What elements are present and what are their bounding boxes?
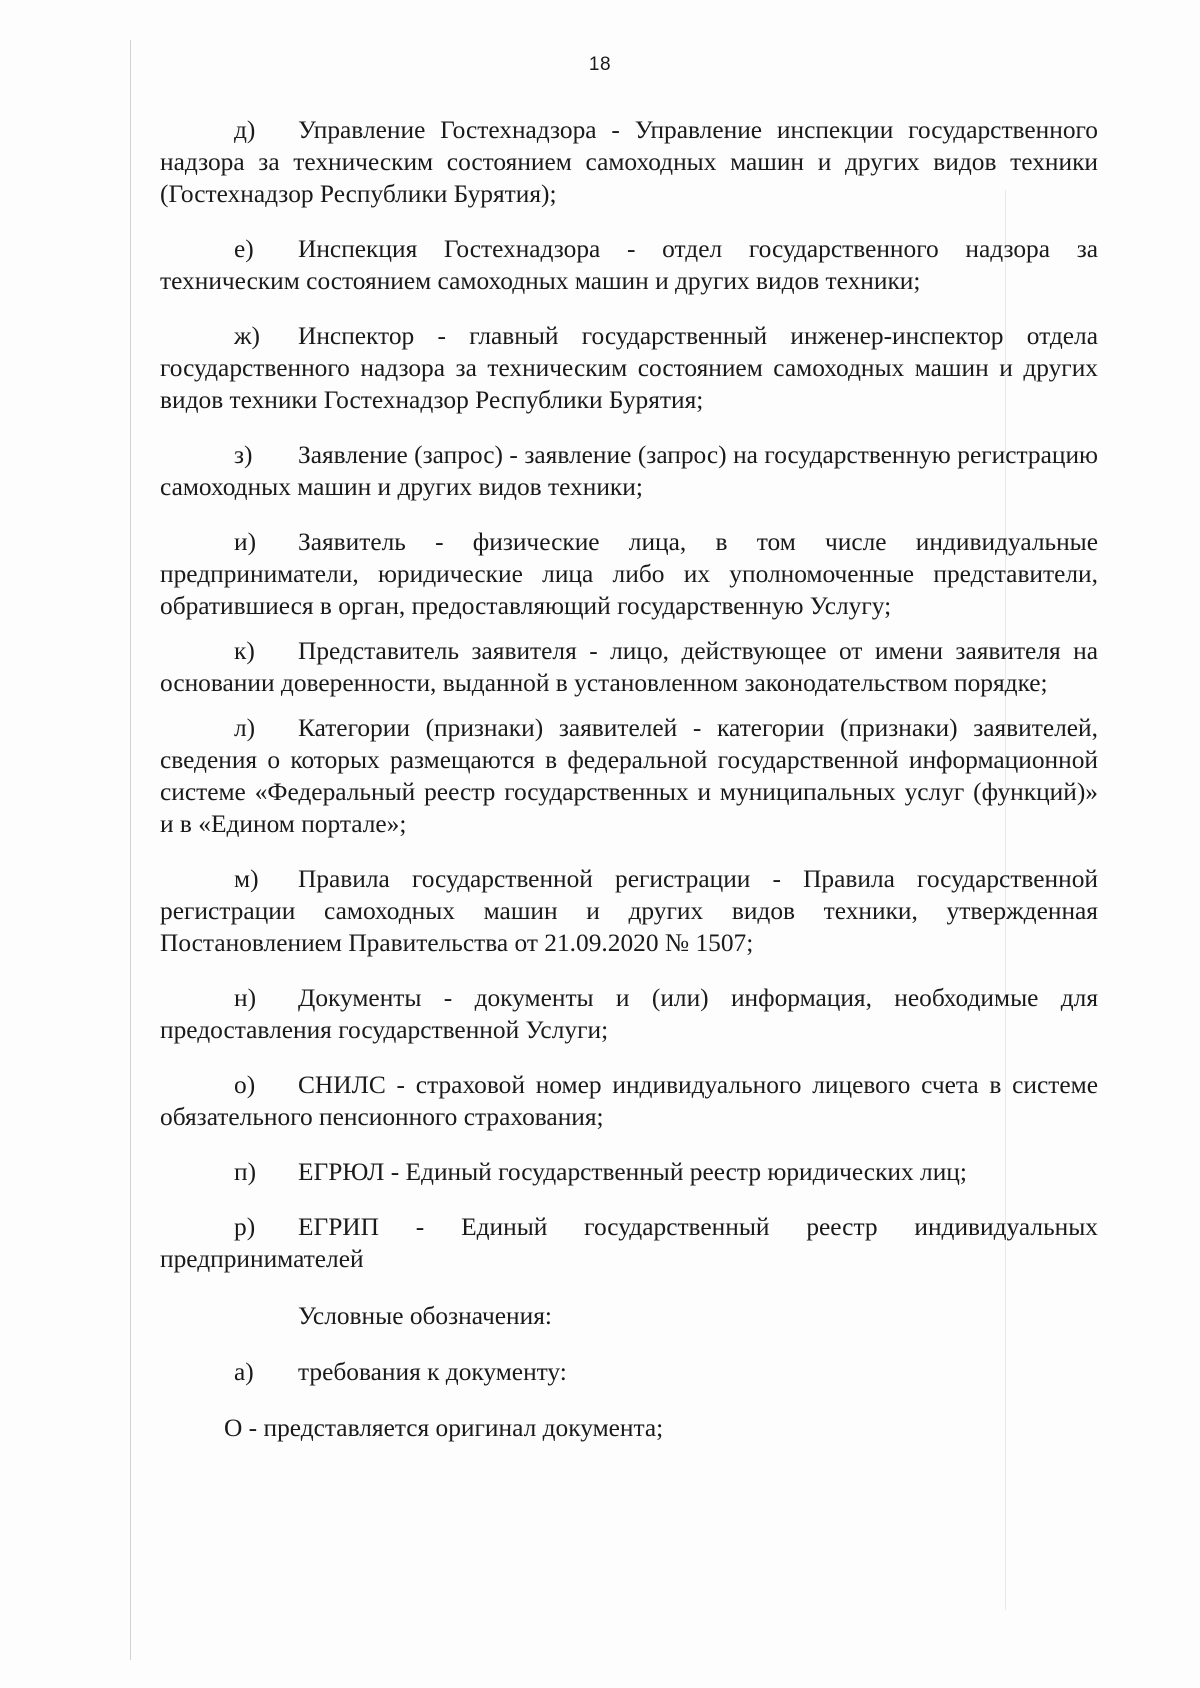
item-text: Заявление (запрос) - заявление (запрос) на государственную регистрацию самоходных машин и других видов техники; — [160, 441, 1098, 501]
item-marker: а) — [234, 1358, 254, 1386]
item-marker: м) — [234, 865, 259, 893]
document-body — [160, 114, 1098, 1444]
item-text: СНИЛС - страховой номер индивидуального лицевого счета в системе обязательного пенсионного страхования; — [160, 1071, 1098, 1131]
item-marker: н) — [234, 984, 257, 1012]
item-marker: д) — [234, 116, 256, 144]
item-text: Правила государственной регистрации - Правила государственной регистрации самоходных машин и других видов техники, утвержденная Постановлением Правительства от 21.09.2020 № 1507; — [160, 865, 1098, 957]
item-text: ЕГРИП - Единый государственный реестр индивидуальных предпринимателей — [160, 1213, 1098, 1273]
item-text: Представитель заявителя - лицо, действующее от имени заявителя на основании доверенности, выданной в установленном законодательством порядке; — [160, 637, 1098, 697]
definition-n — [160, 982, 1098, 1046]
item-marker: о) — [234, 1071, 256, 1099]
item-text: ЕГРЮЛ - Единый государственный реестр юридических лиц; — [298, 1158, 967, 1186]
item-marker: л) — [234, 714, 256, 742]
definition-i — [160, 526, 1098, 622]
definition-p — [160, 1156, 1098, 1188]
page-number: 18 — [588, 54, 612, 75]
definition-e — [160, 233, 1098, 297]
definition-d — [160, 114, 1098, 210]
definition-r — [160, 1211, 1098, 1275]
item-text: Инспектор - главный государственный инженер-инспектор отдела государственного надзора за техническим состоянием самоходных машин и других видов техники Гостехнадзор Республики Бурятия; — [160, 322, 1098, 414]
definition-m — [160, 863, 1098, 959]
item-marker: з) — [234, 441, 253, 469]
item-marker: п) — [234, 1158, 257, 1186]
item-text: Инспекция Гостехнадзора - отдел государственного надзора за техническим состоянием самоходных машин и других видов техники; — [160, 235, 1098, 295]
item-marker: е) — [234, 235, 254, 263]
definition-z — [160, 439, 1098, 503]
item-marker: к) — [234, 637, 255, 665]
definition-l — [160, 712, 1098, 840]
item-text: Документы - документы и (или) информация, необходимые для предоставления государственной Услуги; — [160, 984, 1098, 1044]
item-text: Управление Гостехнадзора - Управление инспекции государственного надзора за техническим состоянием самоходных машин и других видов техники (Гостехнадзор Республики Бурятия); — [160, 116, 1098, 208]
item-marker: р) — [234, 1213, 256, 1241]
legend-item-a — [160, 1356, 1098, 1388]
item-text: Категории (признаки) заявителей - категории (признаки) заявителей, сведения о которых размещаются в федеральной государственной информационной системе «Федеральный реестр государственных и муниципальных услуг (функций)» и в «Едином портале»; — [160, 714, 1098, 838]
item-marker: ж) — [234, 322, 260, 350]
definition-k — [160, 635, 1098, 699]
definition-zh — [160, 320, 1098, 416]
item-marker: и) — [234, 528, 257, 556]
legend-note: О - представляется оригинал документа; — [224, 1414, 664, 1442]
definition-o — [160, 1069, 1098, 1133]
item-text: требования к документу: — [298, 1358, 567, 1386]
scan-margin-line-left — [130, 40, 131, 1660]
item-text: Заявитель - физические лица, в том числе индивидуальные предприниматели, юридические лица либо их уполномоченные представители, обратившиеся в орган, предоставляющий государственную Услугу; — [160, 528, 1098, 620]
legend-heading: Условные обозначения: — [298, 1302, 552, 1330]
